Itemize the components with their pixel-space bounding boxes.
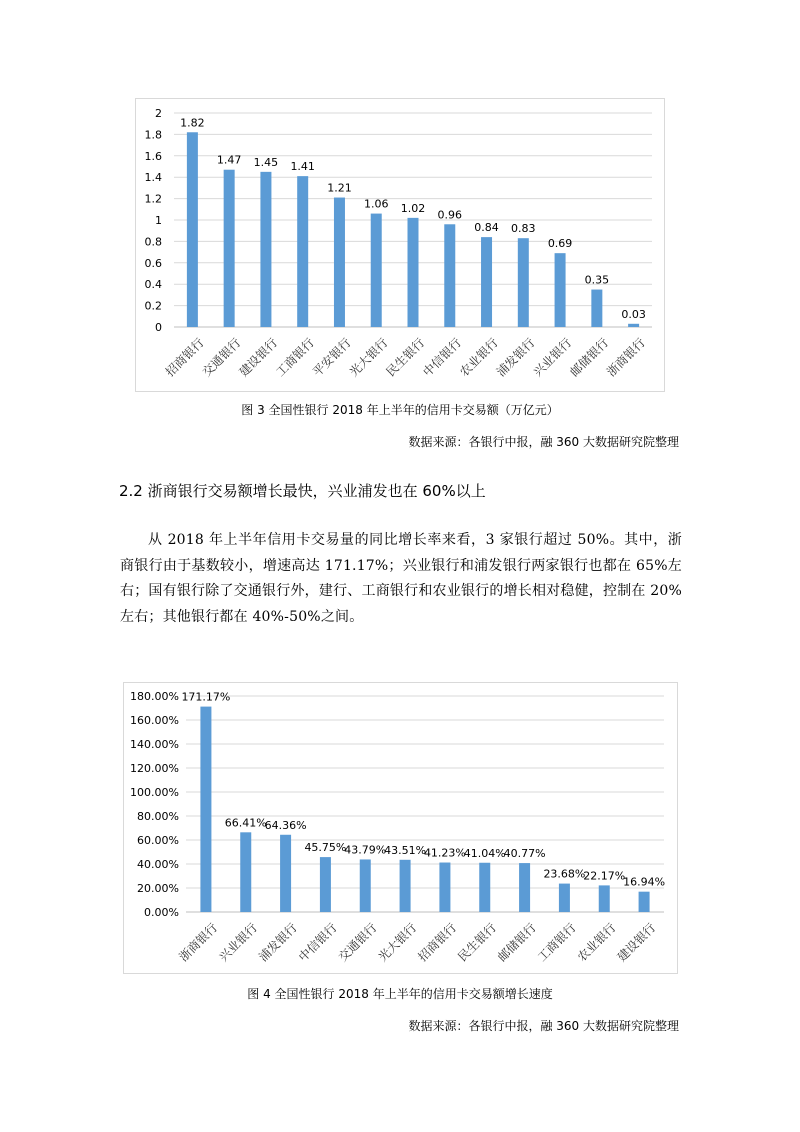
y-tick-label: 100.00%	[130, 786, 179, 799]
x-category-label: 交通银行	[335, 920, 380, 965]
y-tick-label: 160.00%	[130, 714, 179, 727]
y-tick-label: 20.00%	[137, 882, 179, 895]
bar	[639, 892, 650, 912]
bar	[240, 832, 251, 912]
x-category-label: 平安银行	[309, 335, 354, 380]
bar	[559, 884, 570, 912]
data-label: 16.94%	[623, 875, 666, 889]
bar	[628, 324, 639, 327]
bar	[400, 860, 411, 912]
data-label: 41.04%	[463, 846, 506, 860]
y-tick-label: 1.4	[144, 171, 162, 185]
y-tick-label: 180.00%	[130, 690, 179, 703]
bar	[555, 253, 566, 327]
data-label: 45.75%	[304, 841, 347, 855]
x-category-label: 民生银行	[455, 920, 500, 965]
section-heading: 2.2 浙商银行交易额增长最快，兴业浦发也在 60%以上	[119, 482, 486, 500]
figure3-caption: 图 3 全国性银行 2018 年上半年的信用卡交易额（万亿元）	[241, 403, 559, 417]
y-tick-label: 0.4	[144, 278, 162, 292]
data-label: 0.03	[621, 307, 646, 321]
bar	[280, 835, 291, 912]
bar	[599, 885, 610, 912]
figure4-source: 数据来源：各银行中报，融 360 大数据研究院整理	[408, 1019, 679, 1033]
x-category-label: 浙商银行	[604, 335, 648, 380]
data-label: 43.51%	[384, 843, 427, 857]
x-category-label: 光大银行	[375, 920, 420, 965]
data-label: 0.84	[474, 221, 499, 235]
y-tick-label: 40.00%	[137, 858, 179, 871]
x-category-label: 民生银行	[383, 335, 428, 380]
data-label: 1.47	[216, 153, 242, 167]
data-label: 40.77%	[503, 847, 546, 861]
y-tick-label: 60.00%	[137, 834, 179, 847]
data-label: 0.35	[584, 273, 610, 287]
data-label: 1.82	[180, 116, 205, 130]
x-category-label: 浙商银行	[176, 920, 221, 965]
data-label: 1.21	[327, 181, 352, 195]
bar	[224, 170, 235, 327]
y-tick-label: 120.00%	[130, 762, 179, 775]
bar	[297, 176, 308, 327]
data-label: 0.69	[547, 237, 573, 251]
bar	[200, 707, 211, 912]
y-tick-label: 0.00%	[144, 906, 179, 919]
x-category-label: 农业银行	[457, 335, 501, 380]
chart-trading-volume	[135, 98, 665, 392]
bar	[481, 237, 492, 327]
data-label: 23.68%	[543, 867, 586, 881]
bar	[519, 863, 530, 912]
x-category-label: 邮储银行	[567, 335, 612, 380]
x-category-label: 兴业银行	[530, 335, 575, 380]
x-category-label: 邮储银行	[495, 920, 539, 965]
bar	[371, 214, 382, 327]
bar	[334, 198, 345, 327]
y-tick-label: 140.00%	[130, 738, 179, 751]
x-category-label: 工商银行	[273, 335, 318, 380]
x-category-label: 工商银行	[534, 920, 579, 965]
y-tick-label: 1.2	[144, 192, 162, 206]
data-label: 0.96	[437, 208, 463, 222]
x-category-label: 招商银行	[162, 335, 207, 380]
bar	[591, 290, 602, 327]
bar	[187, 132, 198, 327]
x-category-label: 兴业银行	[216, 920, 261, 965]
bar	[408, 218, 419, 327]
bar	[320, 857, 331, 912]
bar	[444, 224, 455, 327]
y-tick-label: 0.2	[144, 299, 162, 313]
y-tick-label: 0.8	[144, 235, 162, 249]
figure4-caption: 图 4 全国性银行 2018 年上半年的信用卡交易额增长速度	[247, 987, 553, 1001]
data-label: 43.79%	[344, 843, 387, 857]
bar	[360, 859, 371, 912]
x-category-label: 光大银行	[346, 335, 391, 380]
x-category-label: 浦发银行	[493, 335, 538, 380]
body-paragraph: 从 2018 年上半年信用卡交易量的同比增长率来看，3 家银行超过 50%。其中，浙商银行由于基数较小，增速高达 171.17%；兴业银行和浦发银行两家银行也都在 65%左右；国有银行除了交通银行外，建行、工商银行和农业银行的增长相对稳健，控制在 20%左右；其他银行都在 40%-50%之间。	[120, 532, 682, 625]
data-label: 171.17%	[181, 690, 231, 704]
chart-trading-volume-svg	[136, 99, 664, 391]
data-label: 22.17%	[583, 869, 626, 883]
x-category-label: 建设银行	[236, 335, 281, 380]
x-category-label: 建设银行	[614, 920, 659, 965]
y-tick-label: 1.6	[144, 149, 162, 163]
data-label: 1.45	[253, 155, 279, 169]
data-label: 64.36%	[264, 818, 307, 832]
bar	[260, 172, 271, 327]
data-label: 41.23%	[423, 846, 466, 860]
y-tick-label: 0.6	[144, 256, 162, 270]
bar	[479, 863, 490, 912]
data-label: 1.06	[363, 197, 389, 211]
x-category-label: 中信银行	[295, 920, 340, 965]
bar	[439, 863, 450, 912]
x-category-label: 农业银行	[574, 920, 619, 965]
bar	[518, 238, 529, 327]
data-label: 1.02	[400, 201, 426, 215]
y-tick-label: 0	[155, 321, 162, 334]
data-label: 1.41	[290, 160, 315, 174]
data-label: 0.83	[511, 222, 536, 236]
y-tick-label: 2	[155, 107, 162, 120]
chart-growth-rate	[123, 682, 678, 974]
chart-growth-rate-svg	[124, 683, 677, 973]
y-tick-label: 1	[155, 214, 162, 227]
x-category-label: 招商银行	[415, 920, 460, 965]
y-tick-label: 80.00%	[137, 810, 179, 823]
x-category-label: 交通银行	[199, 335, 244, 380]
x-category-label: 中信银行	[420, 335, 465, 380]
data-label: 66.41%	[224, 816, 267, 830]
x-category-label: 浦发银行	[256, 920, 300, 965]
figure3-source: 数据来源：各银行中报，融 360 大数据研究院整理	[408, 435, 679, 449]
y-tick-label: 1.8	[144, 128, 162, 142]
